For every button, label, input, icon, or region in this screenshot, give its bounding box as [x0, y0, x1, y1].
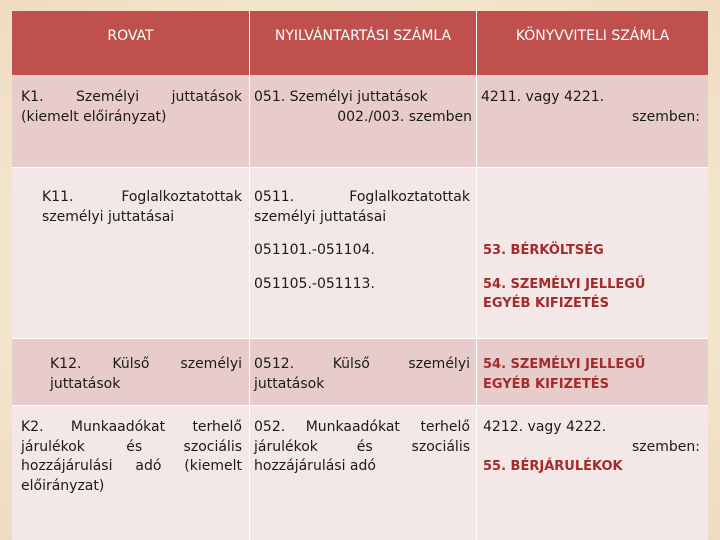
header-row: [12, 11, 708, 75]
row-k1: [12, 75, 708, 167]
k2-konyv-line2: szemben:: [632, 438, 700, 455]
k2-rovat-line1: K2. Munkaadókat terhelő: [21, 419, 242, 435]
k12-nyilv-line1: 0512. Külső személyi: [254, 356, 470, 372]
k12-konyvviteli: [477, 339, 708, 405]
k11-rovat-line1: K11. Foglalkoztatottak: [42, 189, 242, 205]
k1-rovat: [12, 75, 249, 167]
k1-konyv-line1: 4211. vagy 4221.: [481, 89, 605, 105]
k2-nyilv-line1: 052. Munkaadókat terhelő: [254, 419, 470, 435]
row-k2: [12, 406, 708, 540]
k11-rovat: [12, 168, 249, 338]
header-rovat: ROVAT: [107, 28, 154, 44]
k12-nyilvantartasi: [250, 339, 476, 405]
row-k12: [12, 339, 708, 405]
k2-rovat-line2: járulékok és szociális: [21, 438, 242, 455]
k12-konyv-line1: 54. SZEMÉLYI JELLEGŰ: [483, 357, 646, 372]
k11-sub1-konyv: 53. BÉRKÖLTSÉG: [483, 243, 604, 258]
k1-nyilv-line2: 002./003. szemben: [337, 108, 472, 125]
k1-nyilv-line1: 051. Személyi juttatások: [254, 89, 428, 105]
k11-sub2-konyv-line1: 54. SZEMÉLYI JELLEGŰ: [483, 276, 646, 292]
k1-rovat-line2: (kiemelt előirányzat): [21, 108, 167, 125]
k2-rovat: [12, 406, 249, 540]
header-konyvviteli-szamla: KÖNYVVITELI SZÁMLA: [515, 28, 670, 44]
k11-nyilv-line2: személyi juttatásai: [254, 208, 387, 225]
k2-rovat-line4: előirányzat): [21, 477, 105, 494]
k1-konyv-line2: szemben:: [632, 108, 700, 125]
k2-nyilvantartasi: [250, 406, 476, 540]
header-nyilvantartasi-szamla: NYILVÁNTARTÁSI SZÁMLA: [274, 28, 452, 44]
k12-rovat-line1: K12. Külső személyi: [50, 356, 242, 372]
k12-konyv-line2: EGYÉB KIFIZETÉS: [483, 376, 610, 392]
k2-rovat-line3: hozzájárulási adó (kiemelt: [21, 458, 242, 474]
k11-sub2-nyilv: 051105.-051113.: [254, 275, 375, 292]
k1-konyvviteli: [477, 75, 708, 167]
k12-nyilv-line2: juttatások: [254, 375, 325, 392]
k11-sub2-konyv-line2: EGYÉB KIFIZETÉS: [483, 296, 610, 311]
k1-rovat-line1: K1. Személyi juttatások: [21, 89, 242, 105]
k11-nyilv-line1: 0511. Foglalkoztatottak: [254, 189, 470, 205]
k12-rovat-line2: juttatások: [50, 375, 121, 392]
k11-sub1-nyilv: 051101.-051104.: [254, 242, 375, 258]
k2-konyv-line3: 55. BÉRJÁRULÉKOK: [483, 459, 623, 474]
row-k11: [12, 168, 708, 338]
k2-nyilv-line2: járulékok és szociális: [254, 438, 470, 455]
k11-nyilvantartasi: [250, 168, 476, 338]
k11-rovat-line2: személyi juttatásai: [42, 208, 175, 225]
k2-konyvviteli: [477, 406, 708, 540]
k11-konyvviteli: [477, 168, 708, 338]
k2-konyv-line1: 4212. vagy 4222.: [483, 419, 607, 435]
k12-rovat: [12, 339, 249, 405]
accounting-table: [12, 11, 708, 540]
k1-nyilvantartasi: [250, 75, 476, 167]
k2-nyilv-line3: hozzájárulási adó: [254, 458, 376, 474]
